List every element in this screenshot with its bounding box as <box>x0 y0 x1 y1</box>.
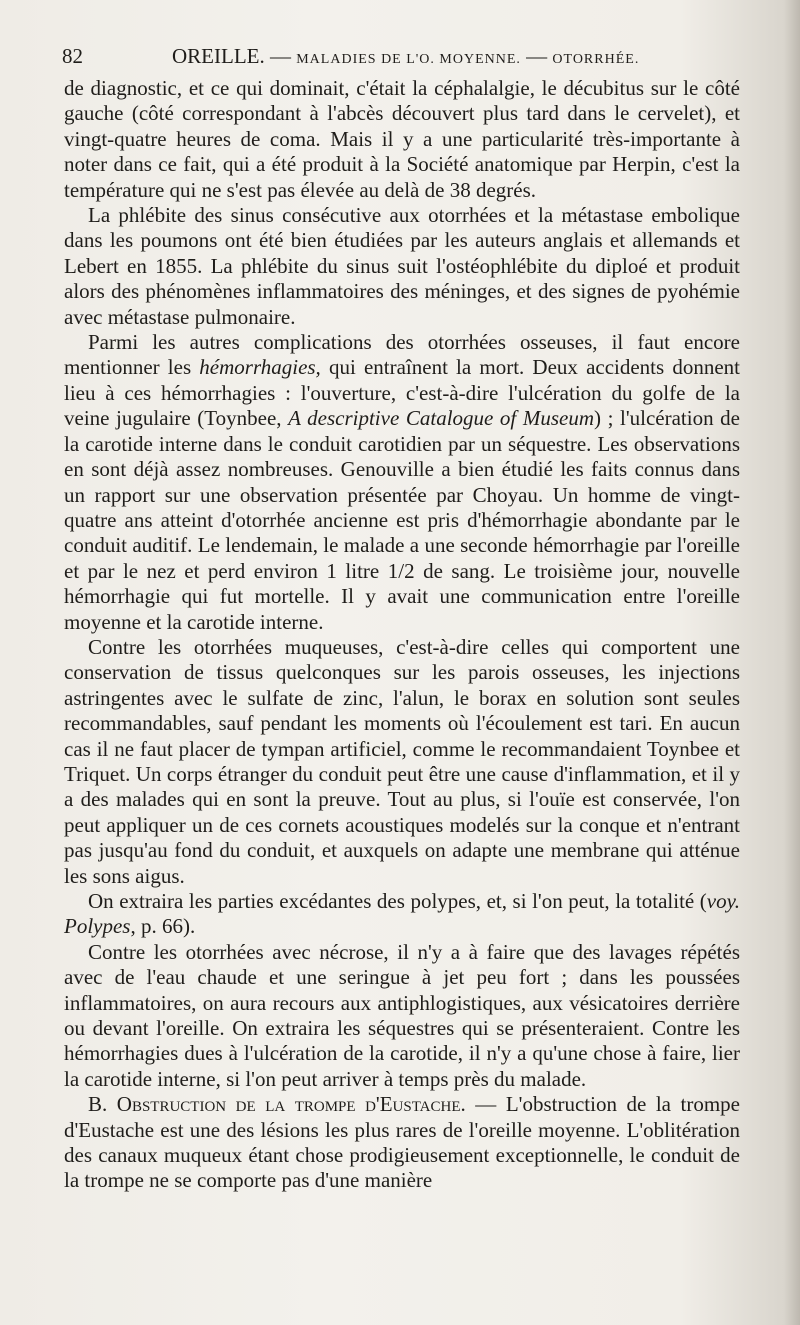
header-section: MALADIES DE L'O. MOYENNE. <box>296 52 521 67</box>
emphasis-hemorrhagies: hémorrhagies, <box>199 355 321 380</box>
body-text <box>64 76 740 1194</box>
citation-toynbee-catalogue: A descriptive Catalogue of Museum <box>288 406 595 431</box>
page-number: 82 <box>62 44 83 68</box>
paragraph-phlebite: La phlébite des sinus consécutive aux otorrhées et la métastase embolique dans les poumons ont été bien étudiées par les auteurs anglais et allemands et Lebert en 1855. La phlébite du sinus suit l'ostéophlébite du diploé et produit alors des phénomènes inflammatoires des méninges, et des signes de pyohémie avec métastase pulmonaire. <box>64 203 740 329</box>
header-title: OREILLE. <box>172 44 265 68</box>
paragraph-necrose: Contre les otorrhées avec nécrose, il n'y a à faire que des lavages répétés avec de l'eau chaude et une seringue à jet peu fort ; dans les poussées inflammatoires, on aura recours aux antiphlogistiques, aux vésicatoires derrière ou devant l'oreille. On extraira les séquestres qui se présenteraient. Contre les hémorrhagies dues à l'ulcération de la carotide, il n'y a qu'une chose à faire, lier la carotide interne, si l'on peut arriver à temps près du malade. <box>64 939 740 1091</box>
paragraph-diagnostic: de diagnostic, et ce qui dominait, c'était la céphalalgie, le décubitus sur le côté gauche (côté correspondant à l'abcès découvert plus tard dans le cervelet), et vingt-quatre heures de coma. Mais il y a une particularité très-importante à noter dans ce fait, qui a été produit à la Société anatomique par Herpin, c'est la température qui ne s'est pas élevée au delà de 38 degrés. <box>64 76 740 202</box>
running-title <box>172 44 639 69</box>
paragraph-obstruction-trompe: B. Obstruction de la trompe d'Eustache. — L'obstruction de la trompe d'Eustache est une des lésions les plus rares de l'oreille moyenne. L'oblitération des canaux muqueux étant chose prodigieusement exceptionnelle, le conduit de la trompe ne se comporte pas d'une manière <box>64 1092 741 1193</box>
header-dash-1: — <box>269 44 291 68</box>
header-subject: OTORRHÉE. <box>552 52 640 67</box>
paragraph-otorrhees-muqueuses: Contre les otorrhées muqueuses, c'est-à-dire celles qui comportent une conservation de tissus quelconques sur les parois osseuses, les injections astringentes avec le sulfate de zinc, l'alun, le borax en solution sont seules recommandables, sauf pendant les moments où l'écoulement est tari. En aucun cas il ne faut placer de tympan artificiel, comme le recommandaient Toynbee et Triquet. Un corps étranger du conduit peut être une cause d'inflammation, et il y a des malades qui en sont la preuve. Tout au plus, si l'ouïe est conservée, l'on peut appliquer un de ces cornets acoustiques modelés sur la conque et n'entrant pas jusqu'au fond du conduit, et auxquels on adapte une membrane qui atténue les sons aigus. <box>64 634 740 888</box>
paragraph-hemorrhagies: Parmi les autres complications des otorrhées osseuses, il faut encore mentionner les hémorrhagies, qui entraînent la mort. Deux accidents donnent lieu à ces hémorrhagies : l'ouverture, c'est-à-dire l'ulcération du golfe de la veine jugulaire (Toynbee, A descriptive Catalogue of Museum) ; l'ulcération de la carotide interne dans le conduit carotidien par un séquestre. Les observations en sont déjà assez nombreuses. Genouville a bien étudié les faits connus dans un rapport sur une observation présentée par Choyau. Un homme de vingt-quatre ans atteint d'otorrhée ancienne est pris d'hémorrhagie abondante par le conduit auditif. Le lendemain, le malade a une seconde hémorrhagie par l'oreille et par le nez et perd environ 1 litre 1/2 de sang. Le troisième jour, nouvelle hémorrhagie qui fut mortelle. Il y avait une communication entre l'oreille moyenne et la carotide interne. <box>64 330 740 634</box>
cross-reference-polypes: voy. Polypes <box>64 889 740 939</box>
section-heading-obstruction: B. Obstruction de la trompe d'Eustache. <box>88 1092 466 1117</box>
running-header <box>62 44 742 72</box>
paragraph-polypes: On extraira les parties excédantes des polypes, et, si l'on peut, la totalité (voy. Polypes, p. 66). <box>64 889 740 939</box>
header-dash-2: — <box>526 44 548 68</box>
